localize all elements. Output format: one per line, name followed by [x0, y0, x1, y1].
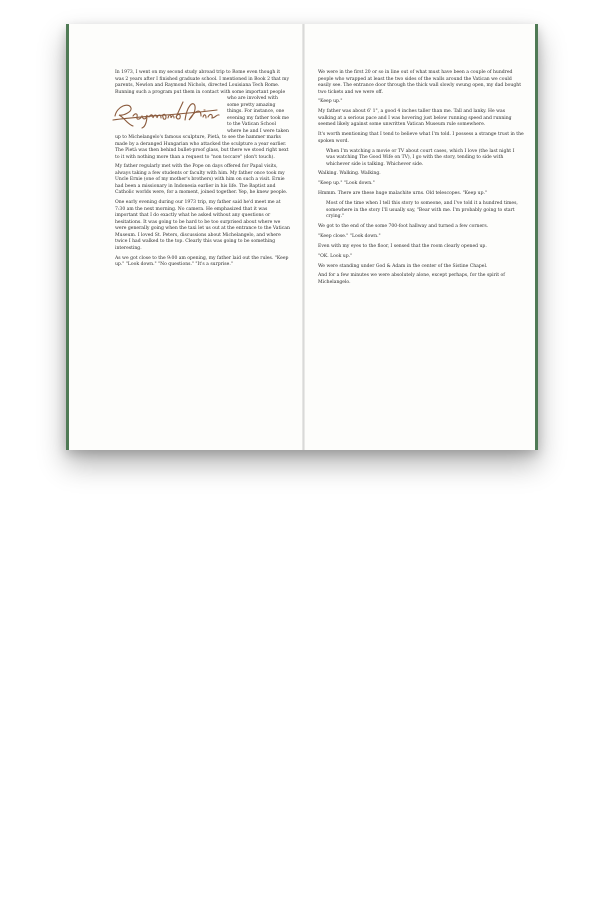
left-paragraph-1-start: In 1973, I went on my second study abroad trip to Rome even though it was 2 years after I finished graduate school. I mentioned in Book 2 that my parents, Newlon and Raymond Nichols, directed Louisiana Tech Rome. Running such a program put them in contact with some important: [115, 70, 290, 95]
left-paragraph-2: My father regularly met with the Pope on days offered for Papal visits, always taking a few students or faculty with him. My father once took my Uncle Ernie (one of my mother's brothers) with him on such a visit. Ernie had been a missionary in Indonesia earlier in his life. The Baptist and Catholic worlds were, for a moment, joined together. Yep, he knew people.: [115, 164, 288, 196]
right-paragraph-6: Walking. Walking. Walking.: [318, 171, 381, 177]
right-paragraph-12: Even with my eyes to the floor, I sensed that the room clearly opened up.: [318, 243, 487, 249]
right-paragraph-13: "OK. Look up.": [318, 253, 353, 259]
signature-image: [109, 96, 223, 130]
right-page-text: [318, 70, 524, 286]
right-paragraph-2: "Keep up.": [318, 99, 343, 105]
right-paragraph-1: We were in the first 20 or so in line out of what must have been a couple of hundred people who wrapped at least the two sides of the walls around the Vatican we could easily see. The entrance door through the thick wall slowly swung open, my dad bought two tickets and we were off.: [318, 70, 522, 95]
left-paragraph-3: One early evening during our 1973 trip, my father said he'd meet me at 7:30 am the next morning. No camera. He emphasized that it was important that I do exactly what he asked without any questions or hesitations. It was going to be hard to be too surprised about where we were generally going when the taxi let us out at the entrance to the Vatican Museum. I loved St. Peters, discussions about Michelangelo, and where twice I had walked to the top. Clearly this was going to be something interesting.: [115, 200, 290, 251]
right-paragraph-10: We got to the end of the some 700-foot hallway and turned a few corners.: [318, 224, 489, 230]
right-paragraph-11: "Keep close." "Look down.": [318, 233, 381, 239]
right-paragraph-5: When I'm watching a movie or TV about court cases, which I love (the last night I was watching The Good Wife on TV), I go with the story, tending to side with whichever side is talking. Whichever side.: [326, 148, 515, 167]
left-page: [69, 24, 304, 450]
right-paragraph-15: And for a few minutes we were absolutely alone, except perhaps, for the spirit of Michelangelo.: [318, 273, 505, 285]
left-paragraph-1: [115, 70, 290, 161]
left-paragraph-1-rest: people who are involved with some pretty amazing things. For instance, one evening my father took me to the Vatican School where he and I were taken up to Michelangelo's famous sculpture, Pietà, to see the hammer marks made by a deranged Hungarian who attacked the sculpture a year earlier. The Pietà was then behind bullet-proof glass, but there we stood right next to it with nothing more than a request to "non toccare" (don't touch).: [115, 89, 289, 160]
left-paragraph-4: As we got close to the 9:00 am opening, my father laid out the rules. "Keep up." "Look down." "No questions." "It's a surprise.": [115, 255, 289, 268]
right-paragraph-7: "Keep up." "Look down.": [318, 181, 375, 187]
right-paragraph-14: We were standing under God & Adam in the center of the Sistine Chapel.: [318, 263, 488, 269]
right-paragraph-4: It's worth mentioning that I tend to believe what I'm told. I possess a strange trust in the spoken word.: [318, 132, 524, 144]
right-page: [304, 24, 538, 450]
right-paragraph-8: Hmmm. There are these huge malachite urns. Old telescopes. "Keep up.": [318, 191, 488, 197]
book-spread: [66, 24, 538, 450]
right-paragraph-3: My father was about 6' 1", a good 4 inches taller than me. Tall and lanky. He was walking at a serious pace and I was hovering just below running speed and running seemed likely against some unwritten Vatican Museum rule somewhere.: [318, 109, 512, 128]
right-paragraph-9: Most of the time when I tell this story to someone, and I've told it a hundred times, somewhere in the story I'll usually say, "Bear with me. I'm probably going to start crying.": [326, 201, 518, 220]
